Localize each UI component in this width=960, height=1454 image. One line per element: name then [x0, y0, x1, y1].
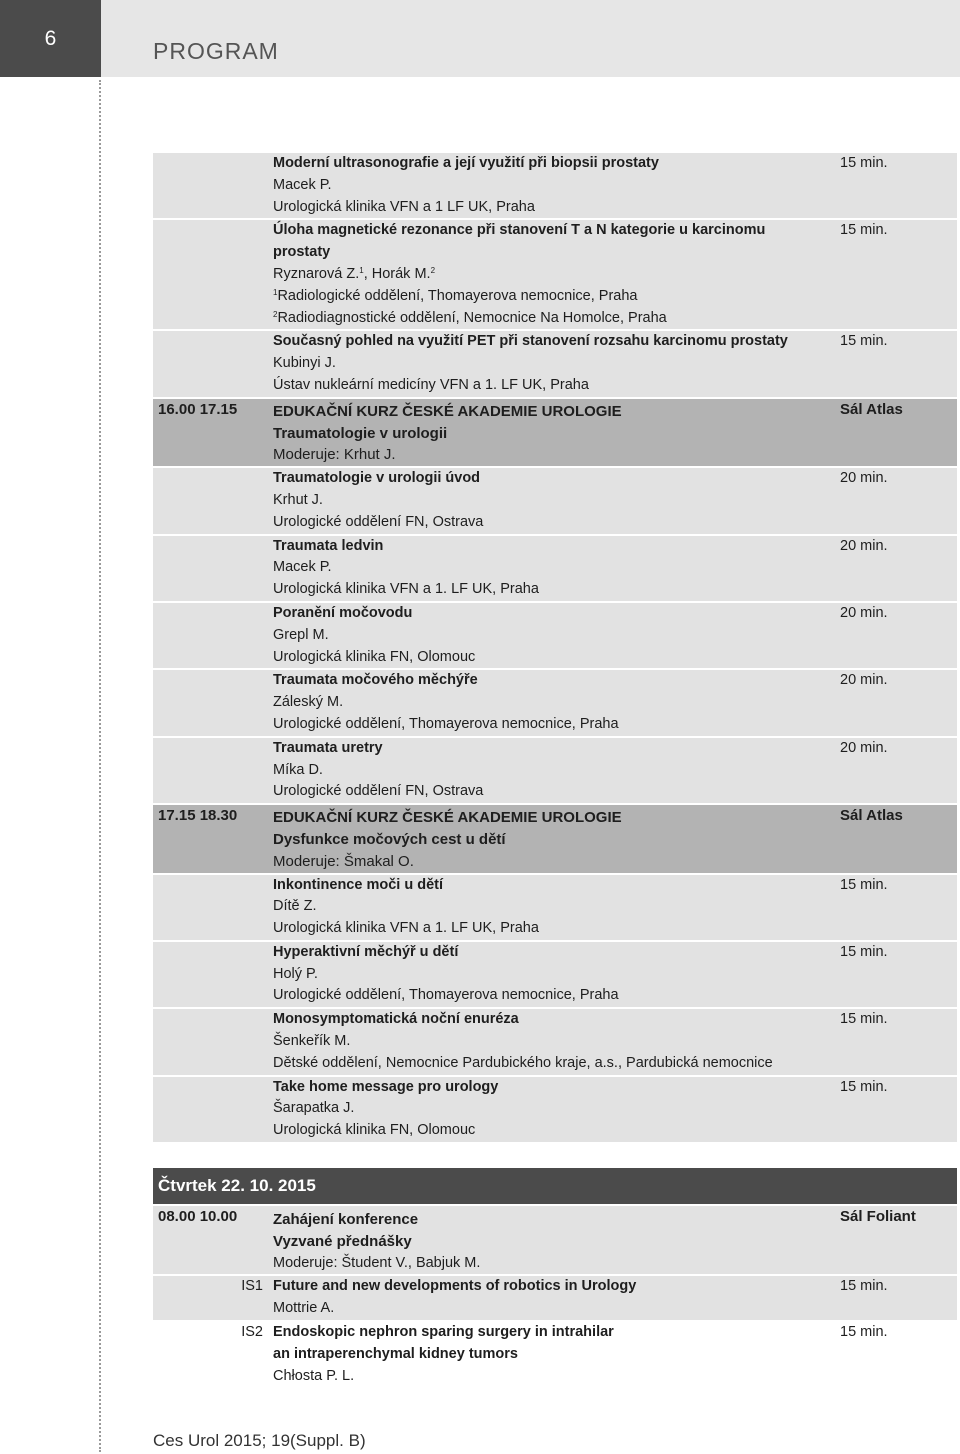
talk-code: IS1 — [241, 1278, 263, 1295]
talk-row — [153, 875, 957, 940]
talk-title: Take home message pro urology — [273, 1078, 499, 1095]
page-number: 6 — [0, 0, 101, 77]
talk-affiliation: Urologická klinika VFN a 1. LF UK, Praha — [273, 920, 539, 937]
talk-duration: 15 min. — [840, 943, 888, 960]
talk-row — [153, 1009, 957, 1074]
talk-affiliation: Urologické oddělení FN, Ostrava — [273, 513, 484, 530]
dotted-divider — [99, 80, 101, 1452]
talk-duration: 20 min. — [840, 537, 888, 554]
talk-duration: 15 min. — [840, 333, 888, 350]
talk-affiliation: Urologické oddělení, Thomayerova nemocnice, Praha — [273, 987, 619, 1004]
talk-affiliation: Urologická klinika FN, Olomouc — [273, 1122, 476, 1139]
talk-title: Moderní ultrasonografie a její využití při biopsii prostaty — [273, 155, 659, 171]
talk-title: Traumata močového měchýře — [273, 672, 478, 689]
session-room: Sál Atlas — [840, 807, 903, 825]
talk-author: Krhut J. — [273, 491, 323, 508]
journal-citation: Ces Urol 2015; 19(Suppl. B) — [153, 1431, 366, 1450]
talk-author: Míka D. — [273, 761, 323, 778]
session-name: Zahájení konference — [273, 1211, 419, 1229]
talk-row — [153, 670, 957, 735]
talk-affiliation: Ústav nukleární medicíny VFN a 1. LF UK, Praha — [273, 376, 589, 393]
talk-title: Monosymptomatická noční enuréza — [273, 1011, 519, 1028]
talk-title: Poranění močovodu — [273, 604, 413, 621]
talk-duration: 20 min. — [840, 604, 888, 621]
talk-author: Dítě Z. — [273, 898, 317, 915]
talk-affiliation: $^1$Radiologické oddělení, Thomayerova nemocnice, Praha — [273, 287, 638, 304]
session-time: 17.15 18.30 — [158, 807, 238, 825]
talk-author: Grepl M. — [273, 626, 329, 643]
talk-affiliation: Urologická klinika VFN a 1. LF UK, Praha — [273, 581, 539, 598]
talk-duration: 20 min. — [840, 470, 888, 487]
talk-author: Šarapatka J. — [273, 1100, 355, 1117]
talk-row — [153, 331, 957, 396]
talk-author: Macek P. — [273, 176, 332, 193]
talk-duration: 15 min. — [840, 1078, 888, 1095]
talk-duration: 15 min. — [840, 1011, 888, 1028]
talk-duration: 15 min. — [840, 155, 888, 171]
session-time: 08.00 10.00 — [158, 1208, 238, 1226]
session-name: EDUKAČNÍ KURZ ČESKÉ AKADEMIE UROLOGIE — [273, 809, 622, 827]
talk-row — [153, 1077, 957, 1142]
session-moderator: Moderuje: Šmakal O. — [273, 852, 414, 870]
session-header — [153, 399, 957, 466]
talk-authors: Ryznarová Z.$^1$, Horák M.$^2$ — [273, 265, 436, 282]
talk-author: Chłosta P. L. — [273, 1367, 355, 1384]
session-header — [153, 1206, 957, 1274]
talk-title: Traumata ledvin — [273, 537, 384, 554]
talk-author: Macek P. — [273, 559, 332, 576]
talk-title: Současný pohled na využití PET při stanovení rozsahu karcinomu prostaty — [273, 333, 788, 350]
session-subtitle: Dysfunkce močových cest u dětí — [273, 830, 506, 848]
talk-title-line: Endoskopic nephron sparing surgery in intrahilar — [273, 1324, 614, 1341]
talk-row — [153, 1276, 957, 1320]
talk-row — [153, 468, 957, 533]
talk-author: Mottrie A. — [273, 1300, 335, 1317]
talk-row — [153, 603, 957, 668]
session-time: 16.00 17.15 — [158, 400, 238, 418]
talk-author: Šenkeřík M. — [273, 1033, 351, 1050]
talk-affiliation: Urologická klinika VFN a 1 LF UK, Praha — [273, 198, 535, 215]
talk-duration: 20 min. — [840, 739, 888, 756]
session-room: Sál Atlas — [840, 400, 903, 418]
session-name: EDUKAČNÍ KURZ ČESKÉ AKADEMIE UROLOGIE — [273, 402, 622, 420]
talk-title-line: prostaty — [273, 244, 331, 261]
talk-code: IS2 — [241, 1324, 263, 1341]
talk-row — [153, 1322, 957, 1387]
session-subtitle: Traumatologie v urologii — [273, 424, 448, 442]
session-subtitle: Vyzvané přednášky — [273, 1232, 412, 1250]
talk-affiliation: Urologické oddělení FN, Ostrava — [273, 783, 484, 800]
talk-title: Traumatologie v urologii úvod — [273, 470, 481, 487]
talk-affiliation: Urologické oddělení, Thomayerova nemocnice, Praha — [273, 715, 619, 732]
talk-row — [153, 153, 957, 218]
session-room: Sál Foliant — [840, 1208, 916, 1226]
talk-duration: 20 min. — [840, 672, 888, 689]
page-title: PROGRAM — [153, 38, 279, 64]
talk-title: Traumata uretry — [273, 739, 383, 756]
talk-row — [153, 942, 957, 1007]
talk-duration: 15 min. — [840, 876, 888, 893]
talk-affiliation: Dětské oddělení, Nemocnice Pardubického kraje, a.s., Pardubická nemocnice — [273, 1054, 773, 1071]
talk-duration: 15 min. — [840, 222, 888, 239]
talk-row — [153, 220, 957, 329]
program-table — [153, 153, 957, 1389]
session-moderator: Moderuje: Študent V., Babjuk M. — [273, 1254, 481, 1271]
session-header — [153, 805, 957, 872]
talk-title: Inkontinence moči u dětí — [273, 876, 443, 893]
talk-title-line: Úloha magnetické rezonance při stanovení T a N kategorie u karcinomu — [273, 222, 766, 239]
talk-title-line: an intraperenchymal kidney tumors — [273, 1345, 518, 1362]
session-moderator: Moderuje: Krhut J. — [273, 446, 396, 464]
talk-author: Holý P. — [273, 965, 318, 982]
day-header: Čtvrtek 22. 10. 2015 — [153, 1168, 957, 1204]
talk-row — [153, 738, 957, 803]
talk-author: Kubinyi J. — [273, 355, 336, 372]
talk-duration: 15 min. — [840, 1324, 888, 1341]
talk-affiliation: $^2$Radiodiagnostické oddělení, Nemocnice Na Homolce, Praha — [273, 309, 667, 326]
talk-author: Záleský M. — [273, 694, 344, 711]
talk-row — [153, 536, 957, 601]
talk-title: Future and new developments of robotics in Urology — [273, 1278, 637, 1295]
talk-affiliation: Urologická klinika FN, Olomouc — [273, 648, 476, 665]
talk-title: Hyperaktivní měchýř u dětí — [273, 943, 459, 960]
talk-duration: 15 min. — [840, 1278, 888, 1295]
